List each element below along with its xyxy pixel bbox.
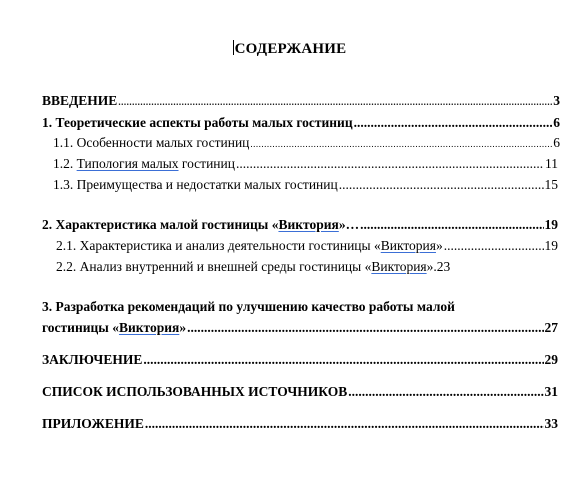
dot-leader	[339, 176, 544, 194]
toc-page-number: 33	[544, 416, 558, 431]
dot-leader	[145, 415, 544, 433]
toc-entry-label: гостиницы «Виктория»	[42, 320, 187, 335]
toc-entry-chapter-3-line-1[interactable]: 3. Разработка рекомендаций по улучшению качество работы малой	[42, 299, 455, 314]
toc-entry-label: 1. Теоретические аспекты работы малых гостиниц	[42, 115, 353, 130]
toc-entry-introduction[interactable]	[42, 92, 560, 111]
toc-page-number: 31	[544, 384, 558, 399]
toc-entry-section-2-1[interactable]	[56, 237, 558, 255]
spellcheck-underline: Виктория	[118, 320, 180, 335]
toc-entry-section-1-3[interactable]	[53, 176, 558, 194]
toc-page-number: 29	[544, 352, 558, 367]
toc-entry-label: ПРИЛОЖЕНИЕ	[42, 416, 144, 431]
toc-entry-section-1-2[interactable]	[53, 155, 558, 173]
dot-leader	[444, 237, 544, 255]
toc-page-number: 6	[553, 135, 560, 150]
toc-entry-chapter-3-line-2[interactable]	[42, 319, 558, 337]
spellcheck-underline: Типология малых	[76, 156, 179, 171]
toc-entry-label: ВВЕДЕНИЕ	[42, 93, 118, 108]
toc-entry-label: 1.2. Типология малых гостиниц	[53, 156, 235, 171]
dot-leader	[236, 155, 544, 173]
toc-entry-label: 1.1. Особенности малых гостиниц	[53, 135, 250, 150]
toc-page-number: ».23	[426, 259, 451, 274]
toc-entry-conclusion[interactable]	[42, 351, 558, 369]
toc-page-number: 19	[544, 238, 558, 253]
toc-entry-chapter-1[interactable]	[42, 114, 560, 132]
toc-entry-label: 2. Характеристика малой гостиницы «Виктория»…	[42, 217, 360, 232]
toc-entry-label: СПИСОК ИСПОЛЬЗОВАННЫХ ИСТОЧНИКОВ	[42, 384, 348, 399]
toc-entry-section-2-2[interactable]: 2.2. Анализ внутренний и внешней среды гостиницы «Виктория».23	[56, 259, 451, 274]
toc-entry-label: ЗАКЛЮЧЕНИЕ	[42, 352, 143, 367]
dot-leader	[348, 383, 543, 401]
spellcheck-underline: Виктория	[371, 259, 427, 274]
toc-page-number: 19	[544, 217, 558, 232]
toc-entry-references[interactable]	[42, 383, 558, 401]
toc-page-number: 27	[544, 320, 558, 335]
toc-page-number: 6	[553, 115, 560, 130]
spellcheck-underline: Виктория	[278, 217, 339, 232]
spellcheck-underline: Виктория	[380, 238, 436, 253]
toc-entry-appendix[interactable]	[42, 415, 558, 433]
text-cursor	[233, 40, 234, 55]
dot-leader	[118, 92, 552, 111]
dot-leader	[143, 351, 543, 369]
dot-leader	[187, 319, 543, 337]
toc-page-number: 11	[545, 156, 558, 171]
dot-leader	[250, 134, 552, 153]
toc-entry-label: 2.1. Характеристика и анализ деятельности гостиницы «Виктория»	[56, 238, 443, 253]
toc-entry-section-1-1[interactable]	[53, 134, 560, 153]
toc-entry-chapter-2[interactable]	[42, 216, 558, 234]
toc-entry-label: 1.3. Преимущества и недостатки малых гостиниц	[53, 177, 338, 192]
toc-page-number: 15	[544, 177, 558, 192]
toc-page-number: 3	[553, 93, 560, 108]
dot-leader	[354, 114, 553, 132]
toc-title: СОДЕРЖАНИЕ	[234, 41, 347, 57]
dot-leader	[360, 216, 543, 234]
